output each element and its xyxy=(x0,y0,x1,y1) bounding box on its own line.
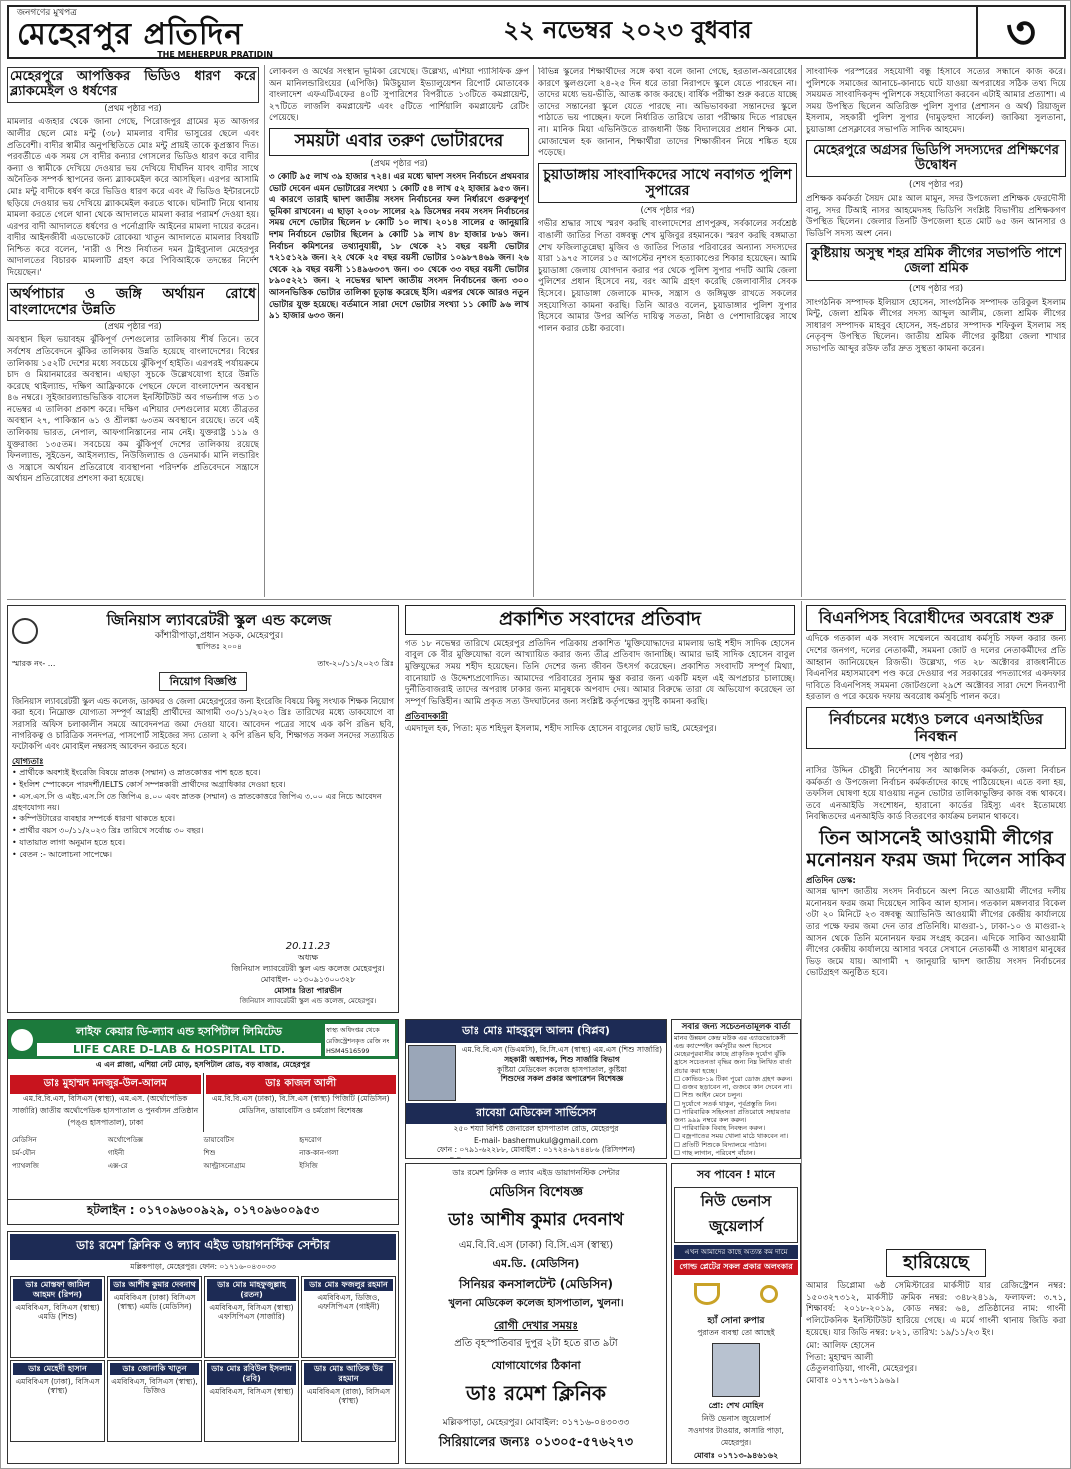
lifecare-hotline: হটলাইন : ০১৭০৯৬০০৯২৯, ০১৭০৯৬০০৯৫৩ xyxy=(8,1199,398,1224)
requirements-title: যোগ্যতাঃ xyxy=(12,756,44,767)
list-item: ☐ গুজব ছড়াবেন না, গুজবে কান দেবেন না। xyxy=(674,1083,792,1092)
continued-label: (প্রথম পৃষ্ঠার পর) xyxy=(104,321,162,332)
notice-title: নিয়োগ বিজ্ঞপ্তি xyxy=(159,672,248,691)
list-item: হৃদরোগ xyxy=(299,1136,322,1144)
list-item: মেডিসিন xyxy=(12,1136,37,1144)
list-item: শিশু xyxy=(203,1149,216,1157)
lost-name: মো: আলিফ হোসেন xyxy=(806,1341,876,1352)
list-item: • ইংলিশ স্পোকেনে পারদর্শী/IELTS কোর্স সম্পন্নকারী প্রার্থীদের অগ্রাধিকার দেওয়া হবে। xyxy=(12,780,286,790)
lifecare-doctor-2: ডাঃ কাজল আলী xyxy=(206,1075,397,1094)
signature-block xyxy=(228,940,388,1006)
continued-label: (শেষ পৃষ্ঠার পর) xyxy=(908,284,964,295)
dr-mahbubul-ad xyxy=(405,1019,667,1159)
jewellers-line-3: হ্যাঁ সোনা রুপার xyxy=(707,1316,765,1326)
lost-address: তেঁতুলবাড়িয়া, গাংনী, মেহেরপুর। xyxy=(806,1364,918,1375)
headline-chuadanga-sp: চুয়াডাঙ্গায় সাংবাদিকদের সাথে নবাগত পুলিশ সুপারের xyxy=(538,163,797,203)
dr-mahbubul-name: ডাঃ মোঃ মাহবুবুল আলম (বিপ্লব) xyxy=(406,1020,666,1043)
list-item: • এস.এস.সি ও এইচ.এস.সি তে জিপিএ ৪.০০ এবং স্নাতক (সম্মান) ও স্নাতকোত্তরে জিপিএ ৩.০০ এর নিচে আবেদন গ্রহণযোগ্য নয়। xyxy=(12,791,382,812)
ashish-institution: খুলনা মেডিকেল কলেজ হাসপাতাল, খুলনা। xyxy=(448,1298,624,1309)
lifecare-license: স্বাস্থ্য অধিদপ্তর থেকে রেজিস্ট্রেশনকৃত রেজি নং HSM4516599 xyxy=(325,1024,395,1056)
continued-label: (প্রথম পৃষ্ঠার পর) xyxy=(370,158,428,169)
continued-label: (শেষ পৃষ্ঠার পর) xyxy=(640,205,695,216)
article-body: ৩ কোটি ৯৫ লাখ ৩৯ হাজার ৭২৪। এর মধ্যে দ্বাদশ সংসদ নির্বাচনে প্রথমবার ভোট দেবেন এমন ভোটারের সংখ্যা ১ কোটি ৫৪ লাখ ৫২ হাজার ৯৫৩ জন। এ কারণে তারাই দ্বাদশ জাতীয় সংসদ নির্বাচনের ফল নির্ধারণে গুরুত্বপূর্ণ ভূমিকা রাখবেন। এ ছাড়া ২০০৮ সালের ২৯ ডিসেম্বর নবম সংসদ নির্বাচনের সময় দেশে ভোটার ছিলেন ৮ কোটি ১০ লাখ। ২০১৪ সালের ৫ জানুয়ারি দশম নির্বাচনে ভোটার ছিলেন ৯ কোটি ১৯ লাখ ৪৮ হাজার ৮৬১ জন। নির্বাচন কমিশনের তথ্যানুযায়ী, ১৮ থেকে ২১ বছর বয়সী ভোটার ৭২১৫১২৯ জন। ২২ থেকে ২৫ বছর বয়সী ভোটার ১০৯৮৭৪৬৯ জন। ২৬ থেকে ২৯ বছর বয়সী ১১৪৯৬৩৩৭ জন। ৩০ থেকে ৩৩ বছর বয়সী ভোটার ৮৯০৫২২১ জন। ২ নভেম্বর দ্বাদশ জাতীয় সংসদ নির্বাচনের জন্য ৩০০ আসনভিত্তিক ভোটার তালিকা চূড়ান্ত করেছে ইসি। এরপর থেকে আরও নতুন ভোটার যুক্ত হয়েছে। বর্তমানে সারা দেশে ভোটার সংখ্যা ১১ কোটি ৯৬ লাখ ৯১ হাজার ৬৩৩ জন। xyxy=(269,171,529,322)
article-body: প্রশিক্ষক কর্মকর্তা সৈয়দ মোঃ আল মামুন, সদর উপজেলা প্রশিক্ষক ফেরদৌসী বানু, সদর টিআই নাসর আহমেদসহ ভিডিপি সংশ্লিষ্ট বিভাগীয় প্রশিক্ষকগণ উপস্থিত ছিলেন। জেলার তিনটি উপজেলা হতে মোট ৬৫ জন আনসার ও ভিডিপি সদস্য অংশ নেন। xyxy=(806,193,1066,239)
lost-notice xyxy=(806,1249,1066,1464)
dr-mahbubul-post: সহকারী অধ্যাপক, শিশু সার্জারি বিভাগ xyxy=(504,1054,620,1064)
headline-nid-registration: নির্বাচনের মধ্যেও চলবে এনআইডির নিবন্ধন xyxy=(806,707,1066,750)
list-item: ডায়াবেটিস xyxy=(203,1136,234,1144)
dr-mahbubul-phone: ফোন : ০৭৯১-৬২২৮৮, মোবাইল : ০১৭২৪-৯৭৪৪৮৬ (রিসিপশন) xyxy=(436,1145,636,1154)
list-item: ☐ গাছ লাগান, পরিবেশ বাঁচান। xyxy=(674,1148,756,1157)
jewellers-line-1: এখন আমাদের কাছে অত্যন্ত কম দামে xyxy=(674,1245,798,1259)
list-item: চর্ম-যৌন xyxy=(12,1149,36,1157)
headline-bnp-blockade: বিএনপিসহ বিরোধীদের অবরোধ শুরু xyxy=(806,605,1066,631)
masthead xyxy=(9,5,279,59)
lifecare-logo-icon xyxy=(11,1029,33,1051)
jewellers-line-2: গোল্ড প্লেটের সকল প্রকার অলংকার xyxy=(674,1260,798,1275)
article-body: গভীর শ্রদ্ধার সাথে স্মরণ করছি বাংলাদেশের প্রাণপুরুষ, সর্বকালের সর্বশ্রেষ্ঠ বাঙালী জাতির পিতা বঙ্গবন্ধু শেখ মুজিবুর রহমানকে। স্মরণ করছি বঙ্গমাতা শেখ ফজিলাতুন্নেছা মুজিব ও জাতির পিতার পরিবারের অন্যান্য সদস্যদের যারা ১৯৭৫ সালের ১৫ আগস্টের নৃশংস হত্যাকাণ্ডের শিকার হয়েছেন। আমি চুয়াডাঙ্গা জেলায় যোগদান করার পর থেকে পুলিশ সুপার পদটি আমি জেলা পুলিশের প্রধান হিসেবে নয়, বরং আমি গ্রহণ করেছি জেলাবাসীর সেবক হিসেবে। চুয়াডাঙ্গা জেলাকে মাদক, সন্ত্রাস ও জঙ্গিমুক্ত রাখতে সকলের সহযোগিতা কামনা করছি। তিনি আরও বলেন, চুয়াডাঙ্গার পুলিশ সুপার হিসেবে আমার উপর অর্পিত দায়িত্ব সততা, নিষ্ঠা ও পেশাদারিত্বের সাথে পালন করার চেষ্টা করবো। xyxy=(538,219,797,334)
list-item: ☐ পারিবারিক বিবাহ নিবন্ধন করুন। xyxy=(674,1124,766,1133)
doctor-card: ডাঃ জোনাকি খাতুন এমবিবিএস, বিসিএস (স্বাস্থ্য), ডিজিও xyxy=(107,1360,202,1442)
list-item: নাক-কান-গলা xyxy=(299,1149,339,1157)
lost-phone: মোবাঃ ০১৭৭১-৬৭১৯৬৯। xyxy=(806,1376,899,1387)
school-job-notice xyxy=(7,605,399,1013)
doctor-card: ডাঃ মোঃ ফজলুর রহমান এমবিবিএস, ডিজিও, এফসিপিএস (গাইনী) xyxy=(301,1276,396,1358)
ashish-degree-2: এম.ডি. (মেডিসিন) xyxy=(492,1257,580,1270)
doctor-photo xyxy=(408,1045,456,1101)
headline-money-laundering: অর্থপাচার ও জঙ্গি অর্থায়ন রোধে বাংলাদেশের উন্নতি xyxy=(7,283,259,321)
dr-mahbubul-degree: এম.বি.বি.এস (ডিএমসি), বি.সি.এস (স্বাস্থ্য) এম.এস (শিশু সার্জারি) xyxy=(461,1045,663,1054)
dr-mahbubul-chamber-address: ২৫০ শয্যা বিশিষ্ট জেনারেল হাসপাতাল রোড, মেহেরপুর xyxy=(453,1124,619,1133)
jewellers-tagline: সব পাবেন ! মানে xyxy=(697,1168,775,1181)
ashish-contact-label: যোগাযোগের ঠিকানা xyxy=(491,1359,581,1372)
school-address: কাঁশারীপাড়া,প্রধান সড়ক, মেহেরপুর। xyxy=(154,631,284,642)
column-1 xyxy=(7,67,259,597)
page-header xyxy=(7,5,1066,59)
doctor-card: ডাঃ মেহেদী হাসান এমবিবিএস (ঢাকা), বিসিএস (স্বাস্থ্য) xyxy=(10,1360,105,1442)
ashish-name: ডাঃ আশীষ কুমার দেবনাথ xyxy=(448,1210,624,1230)
ramesh-clinic-title: ডাঃ রমেশ ক্লিনিক ও ল্যাব এইড ডায়াগনস্টিক সেন্টার xyxy=(10,1234,396,1260)
awareness-sponsor-label xyxy=(674,1157,798,1159)
signature-name: মোসাঃ রিতা পারভীন xyxy=(274,985,342,995)
continued-label: (শেষ পৃষ্ঠার পর) xyxy=(908,180,964,191)
lost-father: পিতা: মুহাম্মদ আলী xyxy=(806,1352,874,1363)
lifecare-address: এ এন প্লাজা, এশিয়া নেট মোড়, হসপিটাল রোড, বড় বাজার, মেহেরপুর xyxy=(95,1060,311,1069)
rebuttal-sign-text: এমদাদুল হক, পিতা: মৃত শহিদুল ইসলাম, শহীদ সাদিক হোসেন বাবুলের ছোট ভাই, মেহেরপুর। xyxy=(405,724,717,734)
continued-label: (প্রথম পৃষ্ঠার পর) xyxy=(104,103,162,114)
rebuttal-sign-label: প্রতিবাদকারী xyxy=(405,712,448,723)
lifecare-name-bn: লাইফ কেয়ার ডি-ল্যাব এন্ড হসপিটাল লিমিটেড xyxy=(76,1025,282,1038)
jewellers-shop: নিউ ভেনাস জুয়েলার্স xyxy=(701,1414,771,1423)
doctor-card: ডাঃ মোঃ আতিক উর রহমান এমবিবিএস (রাজ), বিসিএস (স্বাস্থ্য) xyxy=(301,1360,396,1442)
lifecare-services xyxy=(8,1132,398,1174)
paper-name-english: THE MEHERPUR PRATIDIN xyxy=(157,50,273,59)
signature-stamp: জিনিয়াস ল্যাবরেটরী স্কুল এন্ড কলেজ, মেহেরপুর। xyxy=(239,996,377,1005)
column-3 xyxy=(538,67,797,597)
jewellers-phone: মোবাঃ ০১৭১৩-৯৪৬১৬২ xyxy=(693,1451,779,1460)
signature-date: 20.11.23 xyxy=(285,940,331,952)
owner-photo xyxy=(712,1343,760,1397)
dr-mahbubul-inst: কুষ্টিয়া মেডিকেল কলেজ হাসপাতাল, কুষ্টিয়া xyxy=(497,1064,627,1074)
headline-lost: হারিয়েছে xyxy=(886,1249,986,1277)
notice-date: তাং-২০/১১/২০২৩ খ্রিঃ xyxy=(317,658,394,668)
article-body: বিভিন্ন স্কুলের শিক্ষার্থীদের সঙ্গে কথা বলে জানা গেছে, হরতাল-অবরোধের কারণে স্কুলগুলো ২৪-২৫ দিন ধরে তারা নিরাপদে স্কুলে যেতে পারছেন না। তাদের মধ্যে ভয়-ভীতি, আতঙ্ক কাজ করছে। বার্ষিক পরীক্ষা শুরু করতে যাচ্ছে তাদের সন্তানেরা স্কুলে যেতে পারছে না। অভিভাবকরা সন্তানদের স্কুলে পাঠাতে ভয় পাচ্ছেন। ফলে নির্ধারিত তারিখে তারা পরীক্ষায় দিতে পারছেন না। মানিক মিয়া এভিনিউতে রাজধানী উচ্চ বিদ্যালয়ের প্রধান শিক্ষক মো. মোজাম্মেল হক জানান, শিক্ষার্থীরা তাদের শিক্ষাজীবন নিয়ে শঙ্কিত হয়ে পড়েছে। xyxy=(538,67,797,159)
doctor-card: ডাঃ মোস্তফা জামিল আহমদ (রিপন) এমবিবিএস, বিসিএস (স্বাস্থ্য) এমডি (শিশু) xyxy=(10,1276,105,1358)
reporter-byline: প্রতিদিন ডেস্ক: xyxy=(806,875,856,886)
lost-body: আমার ডিপ্লোমা ৬ষ্ঠ সেমিস্টারের মার্কসীট যার রেজিস্ট্রেশন নম্বর: ১৫০৩২৭৩১২, মার্কসীট ক্রমিক নম্বর: ৩৪৮২৪১৯, ফলাফল: ৩.৭১, শিক্ষাবর্ষ: ২০১৮-২০১৯, কোড নম্বর: ৬৪, প্রতিষ্ঠানের নাম: গাংনী পলিটেকনিক ইনস্টিটিউট হারিয়ে গেছে। এ মর্মে গাংনী থানায় জিডি করা হয়েছে। যার জিডি নম্বর: ৮২১, তারিখ: ১৯/১১/২৩ ইং। xyxy=(806,1281,1066,1338)
article-body: লোকবল ও অর্থের সংস্থান ভূমিকা রেখেছে। উল্লেখ্য, এশিয়া প্যাসিফিক গ্রুপ অন মানিলন্ডারিংয়ের (এপিজি) মিউচুয়াল ইভ্যালুয়েশন রিপোর্ট মোতাবেক বাংলাদেশ এফএটিএফের ৪০টি সুপারিশের বিপরীতে ১৩টিতে কমপ্লায়েন্ট, ২৭টিতে লার্জলি কমপ্লায়েন্ট এবং ৫টিতে পার্শিয়ালি কমপ্লায়েন্ট রেটিং পেয়েছে। xyxy=(269,67,529,124)
lifecare-doctor-1: ডাঃ মুহাম্মদ মনজুর-উল-আলম xyxy=(10,1075,201,1094)
dr-mahbubul-specialty: শিশুদের সকল প্রকার অপারেশন বিশেষজ্ঞ xyxy=(500,1074,624,1084)
ashish-clinic-name: ডাঃ রমেশ ক্লিনিক xyxy=(465,1381,607,1405)
jewellers-ad xyxy=(671,1163,801,1464)
lifecare-doctor-2-degree: এম.বি.বি.এস (ঢাকা), বি.সি.এস (স্বাস্থ্য) পিজিটি (মেডিসিন) মেডিসিন, ডায়াবেটিস ও চর্মরোগ বিশেষজ্ঞ xyxy=(211,1094,390,1115)
school-logo-icon xyxy=(12,618,38,644)
ring-icon xyxy=(760,1285,778,1303)
ashish-clinic-address: মল্লিকপাড়া, মেহেরপুর। মোবাইল: ০১৭১৬-০৪৩০৩৩ xyxy=(442,1418,630,1428)
list-item: ☐ বজ্রপাতের সময় খোলা মাঠে থাকবেন না। xyxy=(674,1132,789,1141)
school-established: স্থাপিতঃ ২০০৪ xyxy=(196,642,242,652)
list-item: আল্ট্রাসনোগ্রাম xyxy=(203,1162,246,1170)
awareness-message-ad xyxy=(671,1019,801,1159)
dr-mahbubul-chamber: রাবেয়া মেডিকেল সার্ভিসেস xyxy=(406,1103,666,1124)
issue-date: ২২ নভেম্বর ২০২৩ বুধবার xyxy=(503,15,752,44)
paper-name: মেহেরপুর প্রতিদিন xyxy=(17,17,244,52)
doctor-card: ডাঃ আশীষ কুমার দেবনাথ এমবিবিএস (ঢাকা) বিসিএস (স্বাস্থ্য) এমডি (মেডিসিন) xyxy=(107,1276,202,1358)
article-body: মামলার এজহার থেকে জানা গেছে, পিরোজপুর গ্রামের মৃত আজগর আলীর ছেলে মোঃ মন্টু (৩৮) মামলার বাদীর ভাসুরের ছেলে এবং প্রতিবেশী। বাদীর স্বামীর অনুপস্থিতিতে মোঃ মন্টু প্রায়ই তাকে কুপ্রস্তাব দিত। পরবর্তীতে এক সময় সে বাদীর কন্যার গোসলের ভিডিও ধারণ করে বাদীর কন্যা ও স্বামীকে দেখিয়ে দেওয়ার ভয় দেখিয়ে দীর্ঘদিন যাবৎ বাদীর সাথে অনৈতিক সম্পর্ক স্থাপনের জন্য ব্ল্যাকমেইল করে আসছিল। এরপর আসামি মোঃ মন্টু বাদীকে ধর্ষণ করে ভিডিও ধারণ করে এবং ঐ ভিডিও ইন্টারনেটে ছড়িয়ে দেওয়ার ভয় দেখিয়ে ব্ল্যাকমেইল করতে থাকে। ঘটনাটি নিয়ে থানায় মামলা করতে গেলে থানা থেকে আদালতে মামলা করার পরামর্শ দেওয়া হয়। এরপর বাদী আদালতে ধর্ষণের ও পর্নোগ্রাফি আইনের মামলা দায়ের করেন। বাদীর আইনজীবী এডভোকেট রোকেয়া খাতুন আদালতে মামলার বিষয়টি নিশ্চিত করে বলেন, 'নারী ও শিশু নির্যাতন দমন ট্রাইব্যুনাল মেহেরপুর আদালতের বিচারক মামলাটি গ্রহণ করে পিবিআইকে তদন্তের নির্দেশ দিয়েছেন।' xyxy=(7,117,259,279)
awareness-title: সবার জন্য সচেতনতামূলক বার্তা xyxy=(674,1022,798,1034)
headline-shakib-nomination: তিন আসনেই আওয়ামী লীগের মনোনয়ন ফরম জমা দিলেন সাকিব xyxy=(806,826,1066,871)
doctor-card: ডাঃ মোঃ মাহফুজুল্লাহ (রতন) এমবিবিএস, বিসিএস (স্বাস্থ্য) এফসিপিএস (সার্জারি) xyxy=(204,1276,299,1358)
list-item: ☐ কোভিড-১৯ টিকা পুরো ডোজ গ্রহণ করুন। xyxy=(674,1074,793,1083)
column-4 xyxy=(806,67,1066,597)
headline-kushtia-labour: কুষ্টিয়ায় অসুস্থ শহর শ্রমিক লীগের সভাপতি পাশে জেলা শ্রমিক xyxy=(806,243,1066,281)
ashish-post: সিনিয়র কনসালটেন্ট (মেডিসিন) xyxy=(459,1277,613,1291)
dr-ashish-ad xyxy=(405,1163,667,1464)
headline-vdp-training: মেহেরপুরে অগ্রসর ভিডিপি সদস্যদের প্রশিক্ষণের উদ্বোধন xyxy=(806,140,1066,178)
doctor-grid xyxy=(10,1276,396,1442)
headline-rebuttal: প্রকাশিত সংবাদের প্রতিবাদ xyxy=(405,605,795,635)
rebuttal-section xyxy=(405,605,795,1013)
article-body: অবস্থান ছিল ভয়াবহম ঝুঁকিপূর্ণ দেশগুলোর তালিকায় শীর্ষ তিনে। তবে সর্বশেষ প্রতিবেদনে ঝুঁকির তালিকায় উন্নতি হয়েছে বাংলাদেশের। বিশ্বের তালিকায় ১৫২টি দেশের মধ্যে সবচেয়ে ঝুঁকিপূর্ণ হাইতি। এরপরই পর্যায়ক্রমে চাদ ও মিয়ানমারের অবস্থান। এছাড়া সুচকে উল্লেখযোগ্য হারে উন্নতি করেছে থাইল্যান্ড, দক্ষিণ আফ্রিকাকে পেছনে ফেলে বাংলাদেশন অবস্থান ৪৬ নম্বরে। সুইজারল্যান্ডভিত্তিক বাসেল ইনস্টিটিউট অব গভর্ন্যান্স গত ১৩ নভেম্বর এ তালিকা প্রকাশ করে। দক্ষিণ এশিয়ার দেশগুলোর মধ্যে তীব্রতর অবস্থান ২৭, পাকিস্তান ৬১ ও শ্রীলঙ্কা ৬৩তম অবস্থানে রয়েছে। তবে এই তালিকায় ভারত, নেপাল, আফগানিস্তানের নাম নেই। যুক্তরাষ্ট্র ১১৯ ও যুক্তরাজ্য ১৩৫তম। সবচেয়ে কম ঝুঁকিপূর্ণ দেশের তালিকায় রয়েছে ফিনল্যান্ড, সুইডেন, আইসল্যান্ড, নিউজিল্যান্ড ও ডেনমার্ক। মানি লন্ডারিং ও সন্ত্রাসে অর্থায়ন প্রতিরোধে ব্যবস্থাপনা পরিদর্শক প্রতিবেদনে সন্ত্রাসে অর্থায়ন প্রতিরোধের প্রশংসা করা হয়েছে। xyxy=(7,335,259,485)
lifecare-name-en: LIFE CARE D-LAB & HOSPITAL LTD. xyxy=(37,1043,321,1056)
ashish-specialty: মেডিসিন বিশেষজ্ঞ xyxy=(489,1185,583,1200)
lifecare-hospital-ad xyxy=(7,1019,399,1225)
list-item: প্যাথলজি xyxy=(12,1162,39,1170)
list-item: অর্থোপেডিক্স xyxy=(107,1136,144,1144)
column-4-lower xyxy=(806,605,1066,1225)
jewellers-line-4: পুরাতন ব্যবস্থা তো আছেই xyxy=(697,1328,775,1337)
list-item: ☐ শিশু আইন মেনে চলুন। xyxy=(674,1091,743,1100)
jewellers-address: সওদাগর টাওয়ার, কাসারি পাড়া, মেহেরপুর। xyxy=(688,1426,784,1447)
list-item: ☐ দুর্যোগে সতর্ক থাকুন, পূর্বপ্রস্তুতি নিন। xyxy=(674,1099,777,1108)
list-item: ☐ পারিবারিক সহিংসতা প্রতিরোধে সহায়তার জন্য ৯৯৯ নম্বরে কল করুন। xyxy=(674,1107,791,1124)
lifecare-doctor-1-degree: এম.বি.বি.এস, বিসিএস (স্বাস্থ্য), এম.এস. (অর্থোপেডিক সার্জারি) জাতীয় অর্থোপেডিক হাসপাতাল ও পুনর্বাসন প্রতিষ্ঠান (পঙ্গু হাসপাতাল), ঢাকা xyxy=(12,1094,199,1127)
list-item: • কম্পিউটারের ব্যবহার সম্পর্কে ধারণা থাকতে হবে। xyxy=(12,814,175,824)
memo-number: স্মারক নং- ... xyxy=(12,658,56,668)
ramesh-clinic-address: মল্লিকপাড়া, মেহেরপুর। ফোন: ০১৭১৬-০৪৩০৩৩ xyxy=(130,1262,276,1271)
column-2 xyxy=(269,67,529,597)
article-body: আসন্ন দ্বাদশ জাতীয় সংসদ নির্বাচনে অংশ নিতে আওয়ামী লীগের দলীয় মনোনয়ন ফরম জমা দিয়েছেন সাকিব আল হাসান। গতকাল মঙ্গলবার বিকেল ৩টা ২০ মিনিটে ২৩ বঙ্গবন্ধু অ্যাভিনিউ আওয়ামী লীগের কেন্দ্রীয় কার্যালয়ে তার পক্ষে ফরম জমা দেন তার প্রতিনিধি। মাগুরা-১, ঢাকা-১০ ও মাগুরা-২ আসন থেকে তিনি মনোনয়ন ফরম সংগ্রহ করেন। এদিকে সাকিব আওয়ামী লীগের কেন্দ্রীয় কার্যালয়ে আসার খবরে সেখানে নেতাকর্মী ও সাধারণ মানুষের ভিড় জমে যায়। আগামী ৭ জানুয়ারি দ্বাদশ জাতীয় সংসদ নির্বাচনের ভোটগ্রহণ অনুষ্ঠিত হবে। xyxy=(806,887,1066,979)
requirements-list xyxy=(12,768,394,860)
list-item: গাইনী xyxy=(107,1149,125,1157)
list-item: • বেতন :- আলোচনা সাপেক্ষে। xyxy=(12,849,112,859)
school-name: জিনিয়াস ল্যাবরেটরী স্কুল এন্ড কলেজ xyxy=(106,611,332,629)
article-body: এদিকে গতকাল এক সংবাদ সম্মেলনে অবরোধ কর্মসূচি সফল করার জন্য দেশের জনগণ, দলের নেতাকর্মী, সমমনা জোট ও দলের নেতাকর্মীদের প্রতি আহ্বান জানিয়েছেন রিজভী। উল্লেখ্য, গত ২৮ অক্টোবর রাজধানীতে বিএনপির মহাসমাবেশ পণ্ড করে দেওয়ার পর সরকারের পদত্যাগের একদফার দাবিতে বিএনপিসহ সমমনা জোটগুলো ২৯শে অক্টোবর সারা দেশে দিনব্যাপী হরতাল ও পরে কয়েক দফায় অবরোধ কর্মসূচি পালন করে। xyxy=(806,634,1066,703)
list-item: • যাতায়াত লাগা অনুমান হতে হবে। xyxy=(12,838,125,848)
awareness-intro: মানব উন্নয়ন কেন্দ্র মউক এর এ্যাডভোকেসী এন্ড ক্যাম্পেইন কর্মসূচীর অংশ হিসেবে মেহেরপুরবাসীর কাছে প্রাকৃতিক দুর্যোগ ঝুঁকি হ্রাসে সচেতনতা বৃদ্ধির জন্য নিম্ন লিখিত বার্তা প্রচার করা হচ্ছে। xyxy=(674,1033,792,1075)
ashish-time: প্রতি বৃহস্পতিবার দুপুর ২টা হতে রাত ৯টা xyxy=(454,1338,618,1349)
article-body: সাংবাদিক পরস্পরের সহযোগী বন্ধু হিসাবে সত্যের সন্ধানে কাজ করে। পুলিশকে সমাজের আনাচে-কানাচে ঘটে যাওয়া অপরাধের সঠিক তথ্য দিয়ে সময়মত সাংবাদিকবৃন্দ পুলিশকে সহযোগিতা করবেন এটাই আমার প্রত্যাশা। এ সময় উপস্থিত ছিলেন অতিরিক্ত পুলিশ সুপার (প্রশাসন ও অর্থ) রিয়াজুল ইসলাম, সহকারী পুলিশ সুপার (দামুড়হুদা সার্কেল) জাকিয়া সুলতানা, চুয়াডাঙ্গা প্রেসক্লাবের সভাপতি সাদিক আহমেদ। xyxy=(806,67,1066,135)
ashish-time-label: রোগী দেখার সময়ঃ xyxy=(493,1319,579,1332)
ashish-clinic-top: ডাঃ রমেশ ক্লিনিক ও ল্যাব এইড ডায়াগনস্টিক সেন্টার xyxy=(452,1168,620,1177)
signature-org: জিনিয়াস ল্যাবরেটরী স্কুল এন্ড কলেজ মেহেরপুর। xyxy=(231,964,385,974)
signature-title: অধ্যক্ষ xyxy=(297,953,319,963)
jewellers-name: নিউ ভেনাস জুয়েলার্স xyxy=(674,1187,798,1243)
headline-blackmail: মেহেরপুরে আপত্তিকর ভিডিও ধারণ করে ব্ল্যাকমেইল ও ধর্ষণের xyxy=(7,67,259,103)
dr-mahbubul-email: E-mail- bashermukul@gmail.com xyxy=(474,1136,598,1145)
continued-label: (শেষ পৃষ্ঠার পর) xyxy=(908,752,964,763)
list-item: এক্স-রে xyxy=(107,1162,128,1170)
ramesh-clinic-doctors-ad xyxy=(7,1231,399,1464)
tagline: জনগণের মুখপত্র xyxy=(17,8,77,18)
list-item: • প্রার্থীর বয়স ৩০/১১/২০২৩ খ্রিঃ তারিখে সর্বোচ্চ ৩০ বছর। xyxy=(12,826,204,836)
notice-body: জিনিয়াস ল্যাবরেটরী স্কুল এন্ড কলেজ, ডাকঘর ও জেলা মেহেরপুরের জন্য ইংরেজি বিষয়ে কিছু সংখ্যক শিক্ষক নিয়োগ করা হবে। নিম্নোক্ত যোগ্যতা সম্পূর্ণ আগ্রহী প্রার্থীদের আগামী ৩০/১১/২০২৩ খ্রিঃ তারিখের মধ্যে ডাকযোগে বা সরাসরি অফিস চলাকালীন সময়ে আবেদনপত্র জমা দেওয়া যাবে। আবেদন পত্রের সাথে এক কপি রঙিন ছবি, নাগরিকত্ব ও চারিত্রিক সনদপত্র, পাসপোর্ট সাইজের সদ্য তোলা ২ কপি রঙিন ছবি, শিক্ষাগত সকল সনদের সত্যায়িত ফটোকপি এবং মোবাইল নম্বরসহ আবেদন করতে হবে। xyxy=(12,696,394,751)
necklace-icon xyxy=(694,1283,720,1305)
ashish-degree-1: এম.বি.বি.এস (ঢাকা) বি.সি.এস (স্বাস্থ্য) xyxy=(458,1240,614,1251)
page-number: ৩ xyxy=(976,7,1064,57)
list-item: ☐ প্রতিটি শিশুকে বিদ্যালয়ে পাঠান। xyxy=(674,1140,767,1149)
article-body: নাসির উদ্দিন চৌধুরী নির্দেশনায় সব আঞ্চলিক কর্মকর্তা, জেলা নির্বাচন কর্মকর্তা ও উপজেলা নির্বাচন কর্মকর্তাদের কাছে পাঠিয়েছেন। এতে বলা হয়, তফসিল ঘোষণা হয়ে যাওয়ায় নতুন ভোটার তালিকাভুক্তির কাজ বন্ধ থাকবে। তবে এনআইডি সংশোধন, হারানো কার্ডের রিইস্যু এবং ইতোমধ্যে নিবন্ধিতদের এনআইডি কার্ড বিতরণের কার্যক্রম চলমান থাকবে। xyxy=(806,765,1066,823)
rebuttal-body: গত ১৮ নভেম্বর তারিখে মেহেরপুর প্রতিদিন পত্রিকায় প্রকাশিত 'মুক্তিযোদ্ধাদের মামলায় ভাই শহীদ সাদিক হোসেন বাবুল কে বীর মুক্তিযোদ্ধা বলে আখ্যায়িত করার জন্য তীব্র প্রতিবাদ জানাচ্ছি। আমার ভাই সাদিক হোসেন বাবুল মুক্তিযুদ্ধের সময় শহীদ হয়েছেন। তিনি দেশের জন্য জীবন উৎসর্গ করেছেন। প্রকাশিত সংবাদটি সম্পূর্ণ মিথ্যা, বানোয়াট ও উদ্দেশ্যপ্রণোদিত। আমাদের পরিবারের সুনাম ক্ষুণ্ণ করার জন্য একটি মহল এই অপপ্রচার চালাচ্ছে। দুর্নীতিবাজরাই তাদের অপরাধ ঢাকার জন্য মানুষকে অপবাদ দেয়। আমার বিরুদ্ধে তারা যে অভিযোগ করেছেন তা সম্পূর্ণ ভিত্তিহীন। আমি প্রকৃত সত্য উদঘাটনের জন্য সংশ্লিষ্ট কর্তৃপক্ষের সুদৃষ্টি কামনা করছি। xyxy=(405,638,795,707)
list-item: ইসিজি xyxy=(299,1162,318,1170)
jewellers-owner: প্রো: শেখ মোহিন xyxy=(708,1401,764,1410)
doctor-card: ডাঃ মোঃ রবিউল ইসলাম (রবি) এমবিবিএস, বিসিএস (স্বাস্থ্য) xyxy=(204,1360,299,1442)
list-item: • প্রার্থীকে অবশ্যই ইংরেজি বিষয়ে স্নাতক (সম্মান) ও স্নাতকোত্তর পাশ হতে হবে। xyxy=(12,768,261,778)
article-body: সাংগঠনিক সম্পাদক ইলিয়াস হোসেন, সাংগঠনিক সম্পাদক তরিকুল ইসলাম মিন্টু, জেলা শ্রমিক লীগের সদস্য আব্দুল আলীম, জেলা শ্রমিক লীগের সাধারণ সম্পাদক মাহবুব হোসেন, সহ-প্রচার সম্পাদক শফিকুল ইসলাম সহ নেতৃবৃন্দ উপস্থিত ছিলেন। জাতীয় শ্রমিক লীগের কুষ্টিয়া জেলা শাখার সভাপতি আব্দুর রউফ তাঁর দ্রুত সুস্থতা কামনা করেন। xyxy=(806,297,1066,354)
headline-young-voters: সময়টা এবার তরুণ ভোটারদের xyxy=(269,128,529,156)
ashish-serial: সিরিয়ালের জন্যঃ ০১৩০৫-৫৭৬২৭৩ xyxy=(438,1435,634,1450)
signature-phone: মোবাইল- ০১৩০৯১৩০০৩২৮ xyxy=(260,974,356,984)
dr-mahbubul-serial xyxy=(406,1157,666,1159)
jewellery-images xyxy=(674,1278,798,1310)
